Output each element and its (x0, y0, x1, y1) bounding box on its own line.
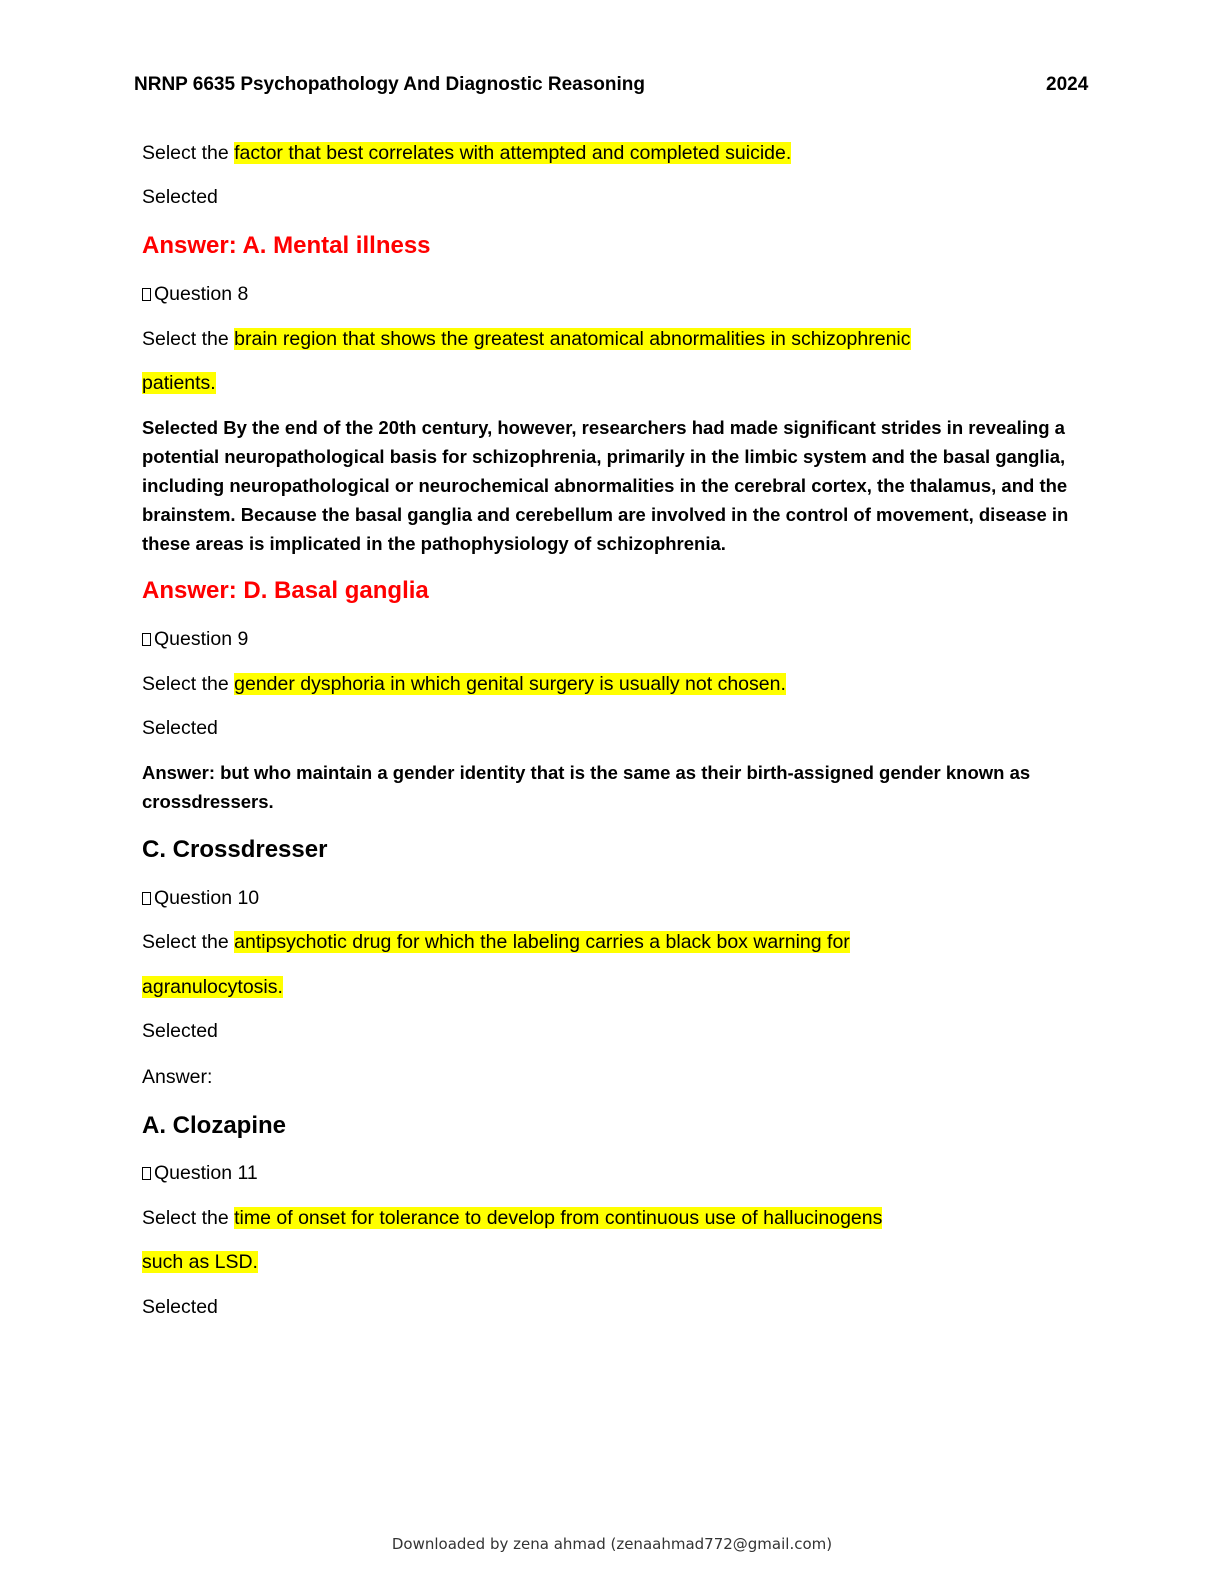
question-8-explanation: Selected By the end of the 20th century, however, researchers had made significant strides in revealing a potential neuropathological basis for schizophrenia, primarily in the limbic system and the basal ganglia, including neuropathological or neurochemical abnormalities in the cerebral cortex, the thalamus, and the brainstem. Because the basal ganglia and cerebellum are involved in the control of movement, disease in these areas is implicated in the pathophysiology of schizophrenia. (142, 417, 1069, 554)
prompt-prefix: Select the (142, 931, 235, 953)
question-11-label: Question 11 (142, 1161, 258, 1185)
selected-label: Selected (142, 717, 218, 739)
prompt-prefix: Select the (142, 673, 235, 695)
missing-glyph-icon (142, 288, 151, 301)
question-10-label: Question 10 (142, 886, 259, 910)
missing-glyph-icon (142, 892, 151, 905)
answer-q8: Answer: D. Basal ganglia (142, 577, 429, 604)
question-10-prompt (142, 930, 850, 954)
prompt-prefix: Select the (142, 142, 235, 164)
header-year: 2024 (1046, 74, 1089, 95)
prompt-highlight: such as LSD. (142, 1251, 258, 1273)
prompt-highlight: antipsychotic drug for which the labeling carries a black box warning for (234, 931, 850, 953)
prompt-highlight: factor that best correlates with attempted and completed suicide. (234, 142, 792, 164)
question-10-prompt-cont (142, 975, 283, 999)
prompt-highlight: time of onset for tolerance to develop from continuous use of hallucinogens (234, 1207, 883, 1229)
selected-label: Selected (142, 1020, 218, 1042)
download-footer: Downloaded by zena ahmad (zenaahmad772@gmail.com) (391, 1535, 833, 1553)
prompt-highlight: agranulocytosis. (142, 976, 283, 998)
header-title: NRNP 6635 Psychopathology And Diagnostic Reasoning (134, 74, 645, 95)
selected-label: Selected (142, 1296, 218, 1318)
question-9-explanation: Answer: but who maintain a gender identity that is the same as their birth-assigned gender known as crossdressers. (142, 762, 1031, 812)
selected-label: Selected (142, 186, 218, 208)
answer-label: Answer: (142, 1066, 213, 1088)
prompt-highlight: brain region that shows the greatest anatomical abnormalities in schizophrenic (234, 328, 911, 350)
answer-q10: A. Clozapine (142, 1112, 287, 1139)
question-9-label: Question 9 (142, 627, 248, 651)
prompt-prefix: Select the (142, 1207, 235, 1229)
question-8-prompt-cont (142, 371, 216, 395)
prompt-highlight: patients. (142, 372, 216, 394)
question-11-prompt (142, 1206, 882, 1230)
question-7-prompt (142, 141, 791, 165)
prompt-prefix: Select the (142, 328, 235, 350)
missing-glyph-icon (142, 633, 151, 646)
question-8-label: Question 8 (142, 282, 248, 306)
prompt-highlight: gender dysphoria in which genital surgery is usually not chosen. (234, 673, 786, 695)
question-8-prompt (142, 327, 911, 351)
missing-glyph-icon (142, 1167, 151, 1180)
question-9-prompt (142, 672, 786, 696)
answer-q7: Answer: A. Mental illness (142, 232, 431, 259)
question-11-prompt-cont (142, 1250, 258, 1274)
answer-q9: C. Crossdresser (142, 836, 328, 863)
